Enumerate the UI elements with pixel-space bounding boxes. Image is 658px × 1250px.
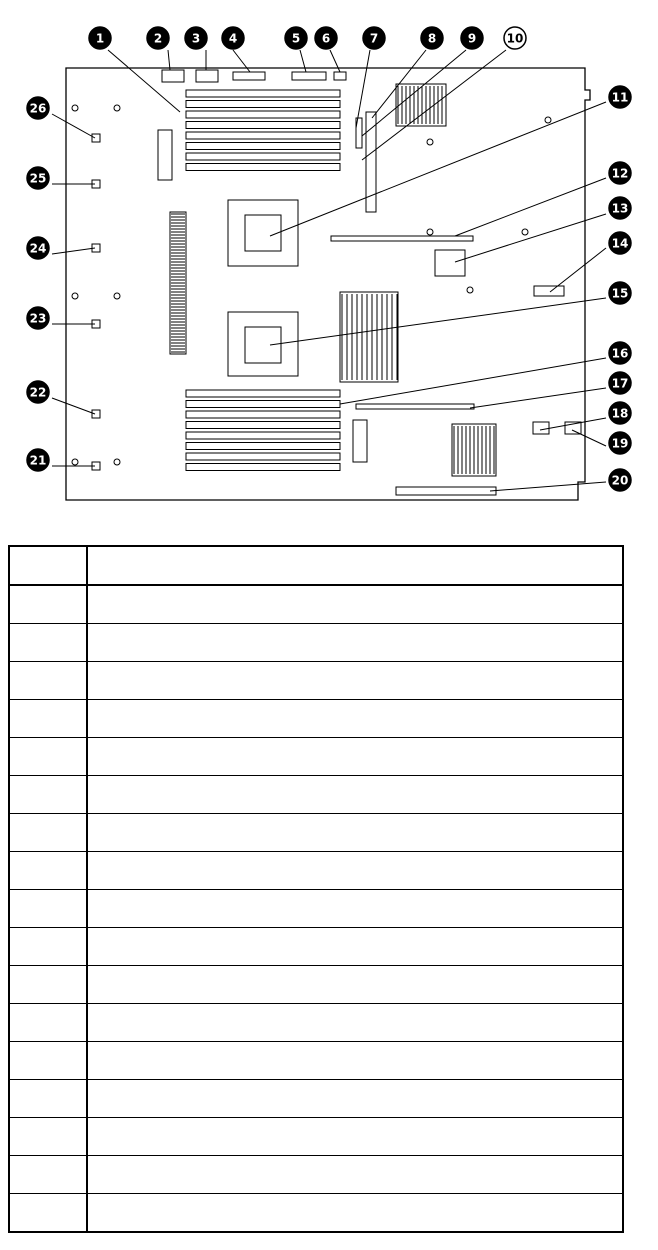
leader-line xyxy=(330,50,340,72)
table-row xyxy=(9,776,623,814)
callout-number: 14 xyxy=(611,236,629,251)
processor xyxy=(245,215,281,251)
mount-hole xyxy=(522,229,528,235)
callout-number: 7 xyxy=(369,31,379,46)
leader-line xyxy=(362,50,506,160)
description-cell xyxy=(87,585,623,624)
callout-number: 21 xyxy=(29,453,47,468)
callout-number: 9 xyxy=(467,31,477,46)
table-row xyxy=(9,738,623,776)
dimm-slot xyxy=(186,432,340,439)
leader-line xyxy=(540,418,606,430)
dimm-slot xyxy=(186,90,340,97)
leader-line xyxy=(300,50,306,72)
header-item-cell xyxy=(9,546,87,585)
system-board xyxy=(66,68,590,500)
callout-23 xyxy=(27,307,49,329)
callout-24 xyxy=(27,237,49,259)
connector xyxy=(233,72,265,80)
item-cell xyxy=(9,1080,87,1118)
table-row xyxy=(9,1004,623,1042)
callout-number: 24 xyxy=(29,241,47,256)
dimm-slot xyxy=(186,122,340,129)
table-row xyxy=(9,966,623,1004)
callout-number: 18 xyxy=(611,406,629,421)
dimm-slot xyxy=(186,411,340,418)
table-row xyxy=(9,662,623,700)
callout-25 xyxy=(27,167,49,189)
heatsink-fins xyxy=(340,292,398,382)
mount-hole xyxy=(114,459,120,465)
callout-20 xyxy=(609,469,631,491)
mount-hole xyxy=(427,139,433,145)
description-cell xyxy=(87,814,623,852)
leader-line xyxy=(455,178,606,236)
callout-leader-lines xyxy=(52,50,606,491)
board-components xyxy=(72,70,581,495)
leader-line xyxy=(455,214,606,262)
callout-18 xyxy=(609,402,631,424)
mount-hole xyxy=(114,105,120,111)
dimm-slot xyxy=(186,390,340,397)
description-cell xyxy=(87,852,623,890)
callout-3 xyxy=(185,27,207,49)
callout-number: 4 xyxy=(228,31,238,46)
connector xyxy=(292,72,326,80)
leader-line xyxy=(52,398,95,414)
leader-line xyxy=(270,298,606,345)
callout-11 xyxy=(609,86,631,108)
table-row xyxy=(9,890,623,928)
callout-number: 26 xyxy=(29,101,47,116)
leader-line xyxy=(572,430,606,446)
description-cell xyxy=(87,1118,623,1156)
callout-number: 6 xyxy=(321,31,331,46)
table-row xyxy=(9,852,623,890)
dimm-slot xyxy=(186,143,340,150)
item-cell xyxy=(9,1194,87,1233)
callout-17 xyxy=(609,372,631,394)
callout-number: 3 xyxy=(191,31,201,46)
dimm-slot xyxy=(186,153,340,160)
leader-line xyxy=(52,114,95,138)
callout-10 xyxy=(504,27,526,49)
callout-number: 11 xyxy=(611,90,629,105)
table-row xyxy=(9,585,623,624)
system-board-diagram xyxy=(0,0,658,520)
callout-12 xyxy=(609,162,631,184)
description-cell xyxy=(87,662,623,700)
heatsink-fins xyxy=(158,130,172,180)
fan-connector xyxy=(92,134,100,142)
callout-13 xyxy=(609,197,631,219)
leader-line xyxy=(356,50,370,128)
item-cell xyxy=(9,700,87,738)
dimm-slot xyxy=(186,443,340,450)
item-cell xyxy=(9,1004,87,1042)
item-cell xyxy=(9,1156,87,1194)
table-row xyxy=(9,624,623,662)
power-connector xyxy=(196,70,218,82)
mount-hole xyxy=(72,105,78,111)
mount-hole xyxy=(427,229,433,235)
header-description-cell xyxy=(87,546,623,585)
dimm-slot xyxy=(186,464,340,471)
item-cell xyxy=(9,776,87,814)
item-cell xyxy=(9,928,87,966)
callout-number: 12 xyxy=(611,166,629,181)
processor-socket xyxy=(228,200,298,266)
table-row xyxy=(9,1080,623,1118)
callout-26 xyxy=(27,97,49,119)
description-cell xyxy=(87,624,623,662)
callout-21 xyxy=(27,449,49,471)
callout-number: 16 xyxy=(611,346,629,361)
callout-number: 22 xyxy=(29,385,47,400)
description-cell xyxy=(87,700,623,738)
leader-line xyxy=(550,248,606,292)
callout-16 xyxy=(609,342,631,364)
callout-number: 25 xyxy=(29,171,47,186)
description-cell xyxy=(87,966,623,1004)
callout-9 xyxy=(461,27,483,49)
connector xyxy=(396,487,496,495)
callout-19 xyxy=(609,432,631,454)
table-row xyxy=(9,1156,623,1194)
description-cell xyxy=(87,928,623,966)
dimm-slot xyxy=(186,132,340,139)
dimm-slot xyxy=(186,101,340,108)
item-cell xyxy=(9,852,87,890)
mount-hole xyxy=(467,287,473,293)
table-row xyxy=(9,814,623,852)
table-row xyxy=(9,928,623,966)
description-cell xyxy=(87,738,623,776)
processor-socket xyxy=(228,312,298,376)
item-cell xyxy=(9,966,87,1004)
connector xyxy=(334,72,346,80)
callout-1 xyxy=(89,27,111,49)
description-cell xyxy=(87,1042,623,1080)
callout-4 xyxy=(222,27,244,49)
power-connector xyxy=(162,70,184,82)
callout-2 xyxy=(147,27,169,49)
callout-8 xyxy=(421,27,443,49)
callout-number: 15 xyxy=(611,286,629,301)
item-cell xyxy=(9,890,87,928)
chipset xyxy=(435,250,465,276)
leader-line xyxy=(233,50,250,72)
mount-hole xyxy=(72,293,78,299)
description-cell xyxy=(87,890,623,928)
description-cell xyxy=(87,1004,623,1042)
callout-number: 1 xyxy=(95,31,105,46)
dimm-slot xyxy=(186,111,340,118)
description-cell xyxy=(87,1080,623,1118)
table-row xyxy=(9,1042,623,1080)
fan-connector xyxy=(92,410,100,418)
dimm-slot xyxy=(186,164,340,171)
callout-number: 2 xyxy=(153,31,163,46)
mount-hole xyxy=(72,459,78,465)
callout-6 xyxy=(315,27,337,49)
callout-15 xyxy=(609,282,631,304)
mount-hole xyxy=(545,117,551,123)
dimm-slot xyxy=(186,401,340,408)
description-cell xyxy=(87,1194,623,1233)
description-cell xyxy=(87,1156,623,1194)
callout-number: 13 xyxy=(611,201,629,216)
connector xyxy=(533,422,549,434)
callout-number: 10 xyxy=(506,31,524,46)
item-cell xyxy=(9,585,87,624)
connector xyxy=(534,286,564,296)
callout-number: 8 xyxy=(427,31,437,46)
mount-hole xyxy=(114,293,120,299)
callout-5 xyxy=(285,27,307,49)
dimm-slot xyxy=(186,422,340,429)
callout-number: 17 xyxy=(611,376,629,391)
table-row xyxy=(9,1118,623,1156)
callout-14 xyxy=(609,232,631,254)
table-header-row xyxy=(9,546,623,585)
item-cell xyxy=(9,1118,87,1156)
item-cell xyxy=(9,814,87,852)
callout-22 xyxy=(27,381,49,403)
callout-7 xyxy=(363,27,385,49)
leader-line xyxy=(340,358,606,404)
component-legend-table xyxy=(8,545,624,1233)
callout-number: 23 xyxy=(29,311,47,326)
item-cell xyxy=(9,1042,87,1080)
callout-number: 5 xyxy=(291,31,301,46)
dimm-slot xyxy=(186,453,340,460)
callout-number: 20 xyxy=(611,473,629,488)
leader-line xyxy=(168,50,170,70)
leader-line xyxy=(490,482,606,491)
processor xyxy=(245,327,281,363)
item-cell xyxy=(9,662,87,700)
heatsink-fins xyxy=(353,420,367,462)
pci-slot xyxy=(356,404,474,409)
pci-slot xyxy=(331,236,473,241)
item-cell xyxy=(9,738,87,776)
table-row xyxy=(9,1194,623,1233)
callout-number: 19 xyxy=(611,436,629,451)
description-cell xyxy=(87,776,623,814)
leader-line xyxy=(52,248,95,254)
item-cell xyxy=(9,624,87,662)
table-row xyxy=(9,700,623,738)
